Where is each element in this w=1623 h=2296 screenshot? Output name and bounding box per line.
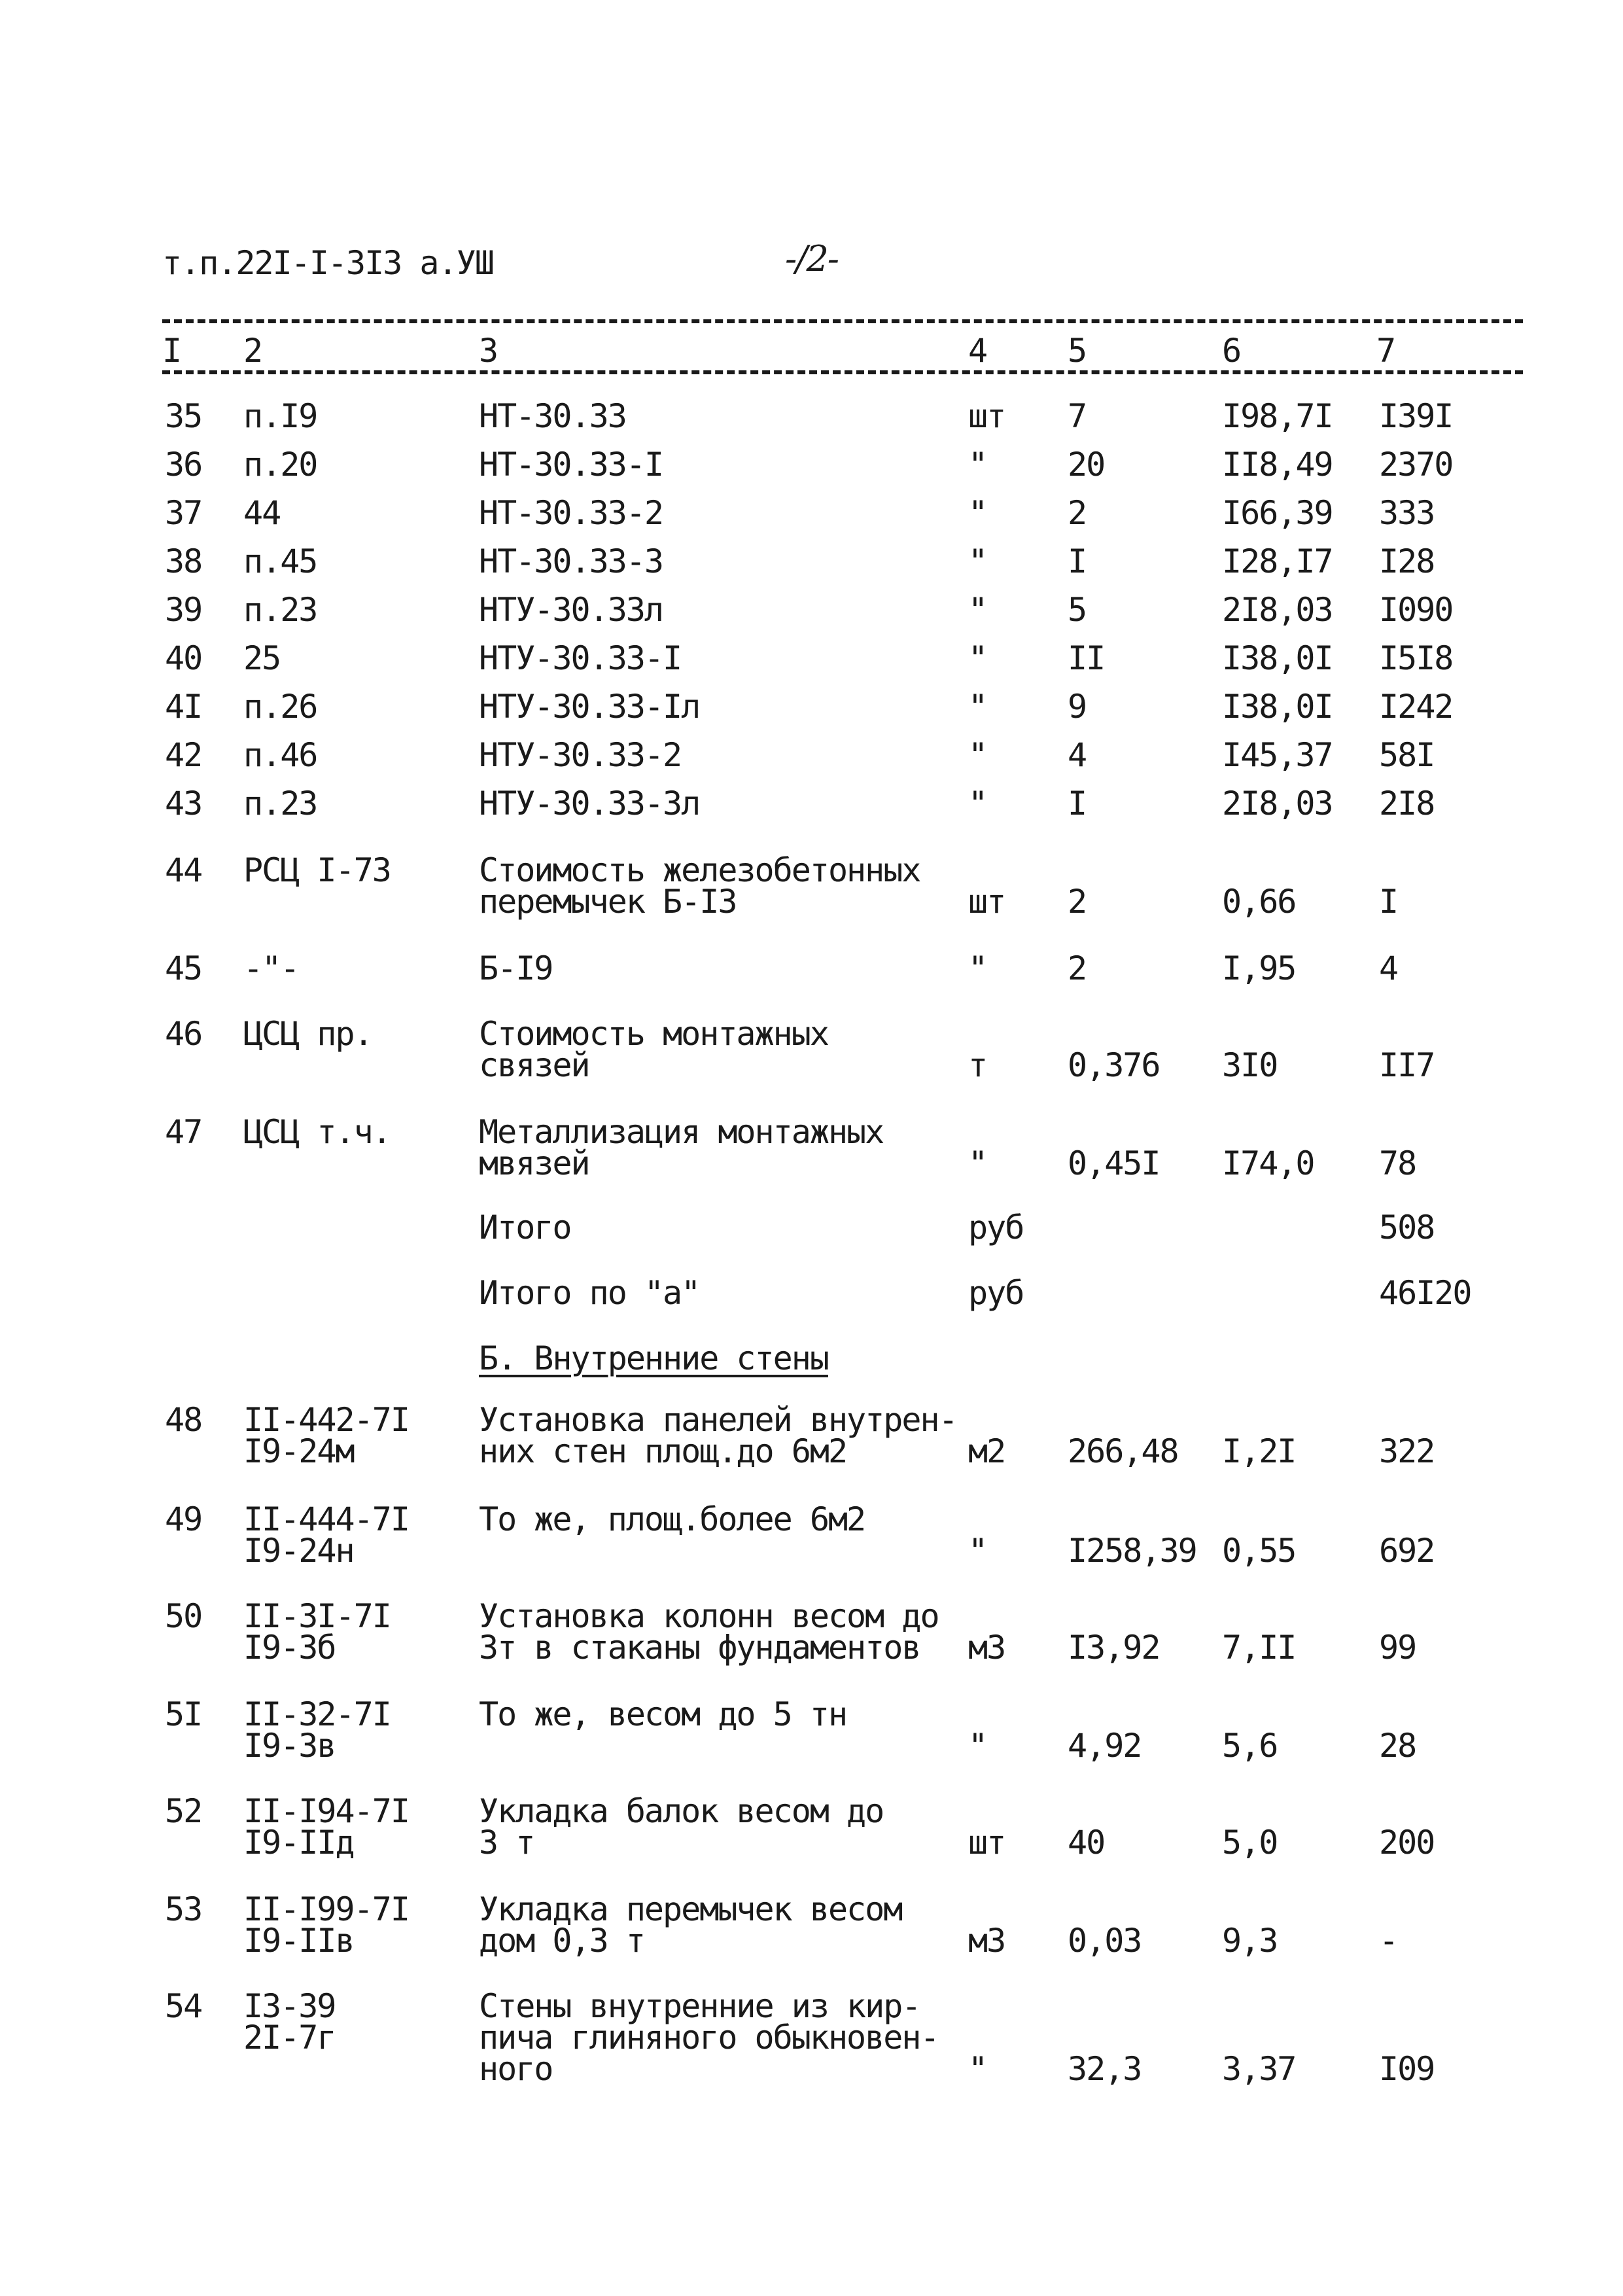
row-unit: " bbox=[968, 785, 987, 822]
row-code: п.20 bbox=[243, 446, 317, 484]
row-code: п.26 bbox=[243, 688, 317, 726]
row-description: Стоимость железобетонных перемычек Б-I3 bbox=[479, 851, 920, 921]
column-header-4: 4 bbox=[968, 332, 987, 370]
section-heading: Б. Внутренние стены bbox=[479, 1339, 828, 1377]
column-header-5: 5 bbox=[1068, 332, 1087, 370]
row-quantity: 2 bbox=[1068, 494, 1087, 532]
row-unit-price: 2I8,03 bbox=[1222, 785, 1333, 822]
row-number: 39 bbox=[165, 591, 202, 629]
row-description: Установка колонн весом до 3т в стаканы фундаментов bbox=[479, 1597, 939, 1667]
row-total: 333 bbox=[1379, 494, 1435, 532]
row-description: Итого по "а" bbox=[479, 1274, 700, 1312]
row-unit: " bbox=[968, 736, 987, 774]
row-quantity: I3,92 bbox=[1068, 1629, 1160, 1667]
row-total: - bbox=[1379, 1922, 1398, 1960]
row-description: Укладка балок весом до 3 т bbox=[479, 1792, 884, 1862]
row-code: I3-39 2I-7г bbox=[243, 1987, 336, 2057]
row-number: 45 bbox=[165, 949, 202, 987]
row-total: I39I bbox=[1379, 397, 1453, 435]
row-unit: руб bbox=[968, 1274, 1024, 1312]
row-quantity: 0,376 bbox=[1068, 1046, 1160, 1084]
row-description: НТУ-30.33-3л bbox=[479, 785, 700, 822]
row-unit-price: 9,3 bbox=[1222, 1922, 1278, 1960]
row-unit: " bbox=[968, 542, 987, 580]
row-number: 4I bbox=[165, 688, 202, 726]
row-unit-price: I38,0I bbox=[1222, 688, 1333, 726]
row-total: I5I8 bbox=[1379, 639, 1453, 677]
row-quantity: 32,3 bbox=[1068, 2050, 1142, 2088]
row-total: I090 bbox=[1379, 591, 1453, 629]
row-unit-price: 0,66 bbox=[1222, 883, 1296, 921]
row-unit: " bbox=[968, 494, 987, 532]
row-description: НТУ-30.33-2 bbox=[479, 736, 682, 774]
row-code: п.45 bbox=[243, 542, 317, 580]
row-description: НТ-30.33-I bbox=[479, 446, 663, 484]
row-description: То же, площ.более 6м2 bbox=[479, 1500, 865, 1538]
row-unit-price: 7,II bbox=[1222, 1629, 1296, 1667]
row-number: 53 bbox=[165, 1890, 202, 1928]
row-code: п.23 bbox=[243, 785, 317, 822]
row-unit: шт bbox=[968, 397, 1005, 435]
row-quantity: I bbox=[1068, 785, 1087, 822]
row-unit: " bbox=[968, 688, 987, 726]
row-unit-price: I74,0 bbox=[1222, 1144, 1314, 1182]
row-unit-price: 5,6 bbox=[1222, 1727, 1278, 1765]
row-unit-price: 2I8,03 bbox=[1222, 591, 1333, 629]
row-code: ЦСЦ пр. bbox=[243, 1015, 372, 1053]
row-number: 5I bbox=[165, 1695, 202, 1733]
row-description: То же, весом до 5 тн bbox=[479, 1695, 847, 1733]
row-description: Стены внутренние из кир- пича глиняного обыкновен- ного bbox=[479, 1987, 939, 2088]
row-quantity: 4 bbox=[1068, 736, 1087, 774]
row-quantity: 7 bbox=[1068, 397, 1087, 435]
row-unit: " bbox=[968, 1532, 987, 1570]
row-code: 25 bbox=[243, 639, 281, 677]
row-code: II-442-7I I9-24м bbox=[243, 1401, 409, 1470]
row-description: НТУ-30.33л bbox=[479, 591, 663, 629]
row-description: Стоимость монтажных связей bbox=[479, 1015, 828, 1084]
row-quantity: 40 bbox=[1068, 1824, 1105, 1862]
row-description: Укладка перемычек весом дом 0,3 т bbox=[479, 1890, 902, 1960]
row-total: 692 bbox=[1379, 1532, 1435, 1570]
row-quantity: 0,45I bbox=[1068, 1144, 1160, 1182]
row-number: 48 bbox=[165, 1401, 202, 1439]
row-total: 78 bbox=[1379, 1144, 1416, 1182]
row-description: НТ-30.33-3 bbox=[479, 542, 663, 580]
row-unit: м3 bbox=[968, 1629, 1005, 1667]
row-code: II-3I-7I I9-3б bbox=[243, 1597, 391, 1667]
row-total: I09 bbox=[1379, 2050, 1435, 2088]
row-total: 2370 bbox=[1379, 446, 1453, 484]
row-unit: " bbox=[968, 1144, 987, 1182]
row-total: I242 bbox=[1379, 688, 1453, 726]
row-description: НТ-30.33 bbox=[479, 397, 626, 435]
column-header-6: 6 bbox=[1222, 332, 1241, 370]
table-top-rule bbox=[162, 319, 1523, 323]
row-description: НТУ-30.33-I bbox=[479, 639, 682, 677]
row-number: 54 bbox=[165, 1987, 202, 2025]
row-total: 99 bbox=[1379, 1629, 1416, 1667]
row-description: Итого bbox=[479, 1209, 571, 1246]
row-code: 44 bbox=[243, 494, 281, 532]
row-code: п.46 bbox=[243, 736, 317, 774]
row-unit-price: 5,0 bbox=[1222, 1824, 1278, 1862]
column-header-3: 3 bbox=[479, 332, 498, 370]
row-unit-price: 0,55 bbox=[1222, 1532, 1296, 1570]
row-code: II-444-7I I9-24н bbox=[243, 1500, 409, 1570]
row-unit: " bbox=[968, 446, 987, 484]
row-unit: шт bbox=[968, 883, 1005, 921]
row-unit: м3 bbox=[968, 1922, 1005, 1960]
row-unit: " bbox=[968, 639, 987, 677]
row-total: 2I8 bbox=[1379, 785, 1435, 822]
row-number: 44 bbox=[165, 851, 202, 889]
row-code: II-I94-7I I9-IIд bbox=[243, 1792, 409, 1862]
table-header-rule bbox=[162, 370, 1523, 374]
row-unit: " bbox=[968, 949, 987, 987]
row-unit: " bbox=[968, 1727, 987, 1765]
row-number: 36 bbox=[165, 446, 202, 484]
page-number: -/2- bbox=[785, 238, 839, 279]
column-header-1: I bbox=[162, 332, 181, 370]
row-unit-price: 3I0 bbox=[1222, 1046, 1278, 1084]
row-code: ЦСЦ т.ч. bbox=[243, 1113, 391, 1151]
row-unit: " bbox=[968, 591, 987, 629]
row-quantity: I258,39 bbox=[1068, 1532, 1196, 1570]
row-total: 508 bbox=[1379, 1209, 1435, 1246]
row-quantity: 20 bbox=[1068, 446, 1105, 484]
row-description: Установка панелей внутрен- них стен площ.до 6м2 bbox=[479, 1401, 957, 1470]
row-description: НТ-30.33-2 bbox=[479, 494, 663, 532]
row-number: 47 bbox=[165, 1113, 202, 1151]
row-total: 4 bbox=[1379, 949, 1398, 987]
row-number: 52 bbox=[165, 1792, 202, 1830]
row-code: II-I99-7I I9-IIв bbox=[243, 1890, 409, 1960]
row-description: Б-I9 bbox=[479, 949, 553, 987]
row-total: I bbox=[1379, 883, 1398, 921]
row-number: 49 bbox=[165, 1500, 202, 1538]
row-unit-price: I38,0I bbox=[1222, 639, 1333, 677]
row-quantity: 2 bbox=[1068, 883, 1087, 921]
row-total: 200 bbox=[1379, 1824, 1435, 1862]
row-number: 40 bbox=[165, 639, 202, 677]
row-unit: шт bbox=[968, 1824, 1005, 1862]
row-code: п.I9 bbox=[243, 397, 317, 435]
row-unit-price: I98,7I bbox=[1222, 397, 1333, 435]
row-number: 35 bbox=[165, 397, 202, 435]
row-description: НТУ-30.33-Iл bbox=[479, 688, 700, 726]
column-header-2: 2 bbox=[243, 332, 262, 370]
row-quantity: 2 bbox=[1068, 949, 1087, 987]
row-total: 46I20 bbox=[1379, 1274, 1471, 1312]
row-quantity: 266,48 bbox=[1068, 1432, 1178, 1470]
row-unit: т bbox=[968, 1046, 987, 1084]
row-unit-price: 3,37 bbox=[1222, 2050, 1296, 2088]
row-code: п.23 bbox=[243, 591, 317, 629]
row-quantity: 9 bbox=[1068, 688, 1087, 726]
row-quantity: 5 bbox=[1068, 591, 1087, 629]
row-total: 28 bbox=[1379, 1727, 1416, 1765]
document-reference: т.п.22I-I-3I3 а.УШ bbox=[162, 244, 493, 282]
row-code: РСЦ I-73 bbox=[243, 851, 391, 889]
row-unit-price: I,95 bbox=[1222, 949, 1296, 987]
row-number: 43 bbox=[165, 785, 202, 822]
row-quantity: I bbox=[1068, 542, 1087, 580]
row-total: 322 bbox=[1379, 1432, 1435, 1470]
row-unit-price: I,2I bbox=[1222, 1432, 1296, 1470]
row-number: 38 bbox=[165, 542, 202, 580]
row-unit-price: I28,I7 bbox=[1222, 542, 1333, 580]
row-total: 58I bbox=[1379, 736, 1435, 774]
row-code: II-32-7I I9-3в bbox=[243, 1695, 391, 1765]
row-description: Металлизация монтажных мвязей bbox=[479, 1113, 884, 1182]
row-quantity: II bbox=[1068, 639, 1105, 677]
row-unit: м2 bbox=[968, 1432, 1005, 1470]
row-unit-price: I66,39 bbox=[1222, 494, 1333, 532]
row-quantity: 0,03 bbox=[1068, 1922, 1142, 1960]
row-number: 37 bbox=[165, 494, 202, 532]
row-unit: " bbox=[968, 2050, 987, 2088]
column-header-7: 7 bbox=[1376, 332, 1395, 370]
row-total: I28 bbox=[1379, 542, 1435, 580]
row-number: 46 bbox=[165, 1015, 202, 1053]
row-number: 42 bbox=[165, 736, 202, 774]
row-code: -"- bbox=[243, 949, 299, 987]
row-unit-price: I45,37 bbox=[1222, 736, 1333, 774]
row-number: 50 bbox=[165, 1597, 202, 1635]
row-unit: руб bbox=[968, 1209, 1024, 1246]
row-unit-price: II8,49 bbox=[1222, 446, 1333, 484]
row-quantity: 4,92 bbox=[1068, 1727, 1142, 1765]
row-total: II7 bbox=[1379, 1046, 1435, 1084]
